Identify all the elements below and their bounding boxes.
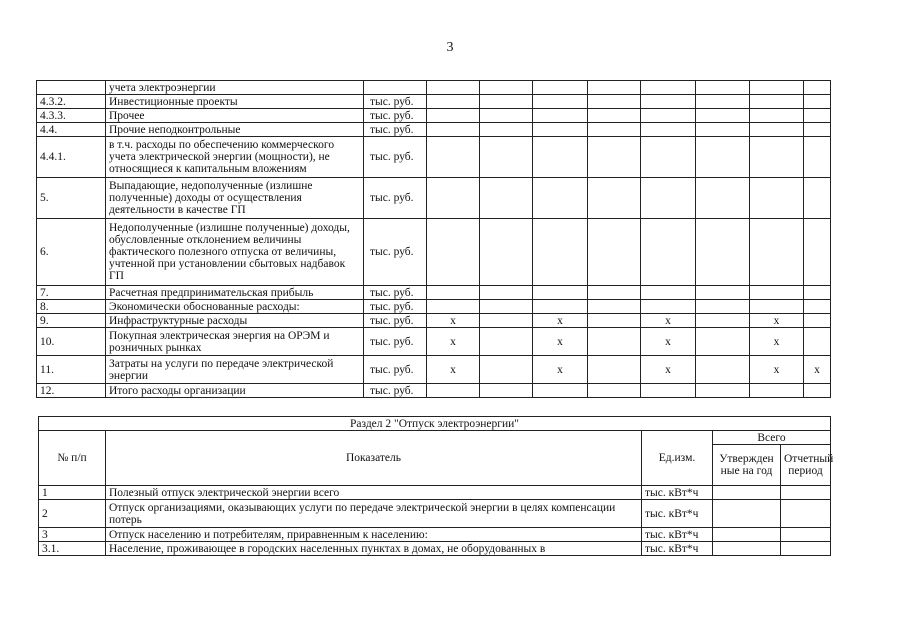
row-number: 2	[39, 500, 106, 528]
row-name: Население, проживающее в городских населенных пунктах в домах, не оборудованных в	[106, 542, 642, 556]
data-cell	[804, 286, 831, 300]
row-number: 4.4.1.	[37, 137, 106, 178]
data-cell	[804, 123, 831, 137]
data-cell	[641, 137, 696, 178]
approved-cell	[713, 528, 781, 542]
data-cell	[588, 219, 641, 286]
data-cell	[533, 219, 588, 286]
row-unit: тыс. руб.	[364, 95, 427, 109]
row-unit: тыс. руб.	[364, 178, 427, 219]
header-reported: Отчетный период	[781, 445, 831, 486]
data-cell	[588, 356, 641, 384]
table-row	[37, 123, 831, 137]
table-row	[39, 500, 831, 528]
data-cell	[480, 123, 533, 137]
data-cell	[641, 95, 696, 109]
data-cell: х	[427, 328, 480, 356]
row-number: 3	[39, 528, 106, 542]
data-cell: х	[641, 356, 696, 384]
data-cell: х	[641, 314, 696, 328]
data-cell	[750, 123, 804, 137]
data-cell	[641, 123, 696, 137]
data-cell	[696, 178, 750, 219]
data-cell: х	[750, 314, 804, 328]
reported-cell	[781, 528, 831, 542]
data-cell	[696, 81, 750, 95]
data-cell	[588, 178, 641, 219]
data-cell	[641, 286, 696, 300]
table-row	[37, 219, 831, 286]
header-indicator: Показатель	[106, 431, 642, 486]
data-cell	[480, 95, 533, 109]
data-cell	[427, 178, 480, 219]
table-row	[37, 300, 831, 314]
row-unit: тыс. кВт*ч	[642, 486, 713, 500]
row-number: 3.1.	[39, 542, 106, 556]
data-cell	[588, 123, 641, 137]
header-total: Всего	[713, 431, 831, 445]
table-row	[37, 286, 831, 300]
table-row	[37, 328, 831, 356]
data-cell	[750, 137, 804, 178]
data-cell	[641, 81, 696, 95]
header-approved: Утвержден ные на год	[713, 445, 781, 486]
data-cell: х	[533, 356, 588, 384]
row-name: в т.ч. расходы по обеспечению коммерческого учета электрической энергии (мощности), не относящиеся к капитальным вложениям	[106, 137, 364, 178]
data-cell	[427, 286, 480, 300]
data-cell	[804, 81, 831, 95]
data-cell	[804, 314, 831, 328]
row-name: Покупная электрическая энергия на ОРЭМ и розничных рынках	[106, 328, 364, 356]
data-cell	[480, 300, 533, 314]
data-cell	[696, 123, 750, 137]
data-cell	[750, 178, 804, 219]
data-cell	[588, 328, 641, 356]
row-unit: тыс. руб.	[364, 123, 427, 137]
row-name: Затраты на услуги по передаче электрической энергии	[106, 356, 364, 384]
row-name: Недополученные (излишне полученные) доходы, обусловленные отклонением величины фактического полезного отпуска от величины, учтенной при установлении сбытовых надбавок ГП	[106, 219, 364, 286]
data-cell	[696, 109, 750, 123]
reported-cell	[781, 500, 831, 528]
row-unit: тыс. руб.	[364, 384, 427, 398]
row-unit: тыс. руб.	[364, 286, 427, 300]
data-cell	[641, 219, 696, 286]
table-row	[37, 95, 831, 109]
data-cell	[533, 384, 588, 398]
row-name: Итого расходы организации	[106, 384, 364, 398]
row-unit: тыс. руб.	[364, 356, 427, 384]
data-cell	[533, 300, 588, 314]
data-cell: х	[533, 328, 588, 356]
row-number: 5.	[37, 178, 106, 219]
data-cell	[480, 286, 533, 300]
section-title: Раздел 2 "Отпуск электроэнергии"	[39, 417, 831, 431]
data-cell	[480, 314, 533, 328]
data-cell	[804, 384, 831, 398]
row-unit: тыс. руб.	[364, 137, 427, 178]
data-cell	[696, 314, 750, 328]
data-cell	[480, 137, 533, 178]
row-number: 7.	[37, 286, 106, 300]
row-number: 11.	[37, 356, 106, 384]
data-cell	[696, 356, 750, 384]
data-cell: х	[750, 356, 804, 384]
approved-cell	[713, 486, 781, 500]
data-cell	[696, 384, 750, 398]
data-cell	[750, 81, 804, 95]
row-name: Инфраструктурные расходы	[106, 314, 364, 328]
data-cell	[804, 137, 831, 178]
row-name: Выпадающие, недополученные (излишне полученные) доходы от осуществления деятельности в качестве ГП	[106, 178, 364, 219]
row-name: Прочее	[106, 109, 364, 123]
header-num: № п/п	[39, 431, 106, 486]
row-name: Расчетная предпринимательская прибыль	[106, 286, 364, 300]
table-row	[37, 314, 831, 328]
data-cell	[588, 286, 641, 300]
data-cell	[427, 384, 480, 398]
data-cell	[588, 95, 641, 109]
row-number	[37, 81, 106, 95]
row-name: Отпуск организациями, оказывающих услуги по передаче электрической энергии в целях компенсации потерь	[106, 500, 642, 528]
data-cell	[696, 300, 750, 314]
data-cell	[750, 286, 804, 300]
data-cell	[427, 95, 480, 109]
data-cell	[750, 95, 804, 109]
table-row	[37, 356, 831, 384]
data-cell	[696, 328, 750, 356]
row-name: Полезный отпуск электрической энергии всего	[106, 486, 642, 500]
table-row	[37, 178, 831, 219]
row-unit: тыс. кВт*ч	[642, 528, 713, 542]
data-cell	[427, 81, 480, 95]
row-number: 4.4.	[37, 123, 106, 137]
data-cell: х	[427, 356, 480, 384]
data-cell	[533, 286, 588, 300]
data-cell	[480, 178, 533, 219]
reported-cell	[781, 542, 831, 556]
data-cell	[533, 95, 588, 109]
row-name: Инвестиционные проекты	[106, 95, 364, 109]
data-cell	[641, 178, 696, 219]
data-cell	[480, 109, 533, 123]
data-cell	[480, 328, 533, 356]
data-cell	[427, 123, 480, 137]
row-unit	[364, 81, 427, 95]
data-cell	[696, 286, 750, 300]
energy-supply-table	[38, 416, 834, 556]
row-name: Прочие неподконтрольные	[106, 123, 364, 137]
row-unit: тыс. руб.	[364, 314, 427, 328]
row-unit: тыс. руб.	[364, 300, 427, 314]
row-number: 4.3.3.	[37, 109, 106, 123]
table-row	[37, 137, 831, 178]
row-unit: тыс. кВт*ч	[642, 500, 713, 528]
data-cell: х	[533, 314, 588, 328]
row-unit: тыс. кВт*ч	[642, 542, 713, 556]
data-cell	[588, 384, 641, 398]
data-cell: х	[427, 314, 480, 328]
data-cell	[533, 81, 588, 95]
data-cell: х	[750, 328, 804, 356]
data-cell	[533, 137, 588, 178]
data-cell	[427, 109, 480, 123]
table-row	[37, 109, 831, 123]
row-name: учета электроэнергии	[106, 81, 364, 95]
row-number: 8.	[37, 300, 106, 314]
data-cell	[641, 384, 696, 398]
table-row	[37, 384, 831, 398]
data-cell	[696, 95, 750, 109]
data-cell	[750, 384, 804, 398]
data-cell: х	[804, 356, 831, 384]
data-cell	[588, 300, 641, 314]
data-cell	[427, 137, 480, 178]
data-cell	[480, 384, 533, 398]
data-cell	[533, 109, 588, 123]
approved-cell	[713, 500, 781, 528]
row-number: 6.	[37, 219, 106, 286]
data-cell	[588, 137, 641, 178]
data-cell	[427, 219, 480, 286]
header-unit: Ед.изм.	[642, 431, 713, 486]
data-cell	[750, 219, 804, 286]
table-row	[39, 486, 831, 500]
reported-cell	[781, 486, 831, 500]
row-number: 10.	[37, 328, 106, 356]
data-cell	[804, 219, 831, 286]
data-cell	[641, 109, 696, 123]
data-cell	[804, 95, 831, 109]
expenses-table	[36, 80, 831, 398]
data-cell	[750, 300, 804, 314]
data-cell	[641, 300, 696, 314]
row-unit: тыс. руб.	[364, 219, 427, 286]
row-name: Отпуск населению и потребителям, приравненным к населению:	[106, 528, 642, 542]
approved-cell	[713, 542, 781, 556]
data-cell	[804, 300, 831, 314]
data-cell	[480, 81, 533, 95]
page-number: 3	[446, 40, 454, 55]
data-cell	[588, 109, 641, 123]
row-number: 12.	[37, 384, 106, 398]
data-cell	[696, 219, 750, 286]
row-number: 4.3.2.	[37, 95, 106, 109]
row-number: 9.	[37, 314, 106, 328]
table-row	[39, 542, 831, 556]
data-cell	[427, 300, 480, 314]
table-row	[39, 528, 831, 542]
data-cell	[533, 123, 588, 137]
data-cell	[480, 356, 533, 384]
row-unit: тыс. руб.	[364, 109, 427, 123]
data-cell	[480, 219, 533, 286]
data-cell	[804, 178, 831, 219]
row-unit: тыс. руб.	[364, 328, 427, 356]
data-cell	[750, 109, 804, 123]
data-cell	[588, 81, 641, 95]
data-cell	[696, 137, 750, 178]
data-cell	[588, 314, 641, 328]
data-cell: х	[641, 328, 696, 356]
row-name: Экономически обоснованные расходы:	[106, 300, 364, 314]
data-cell	[804, 328, 831, 356]
data-cell	[804, 109, 831, 123]
table-row	[37, 81, 831, 95]
data-cell	[533, 178, 588, 219]
row-number: 1	[39, 486, 106, 500]
